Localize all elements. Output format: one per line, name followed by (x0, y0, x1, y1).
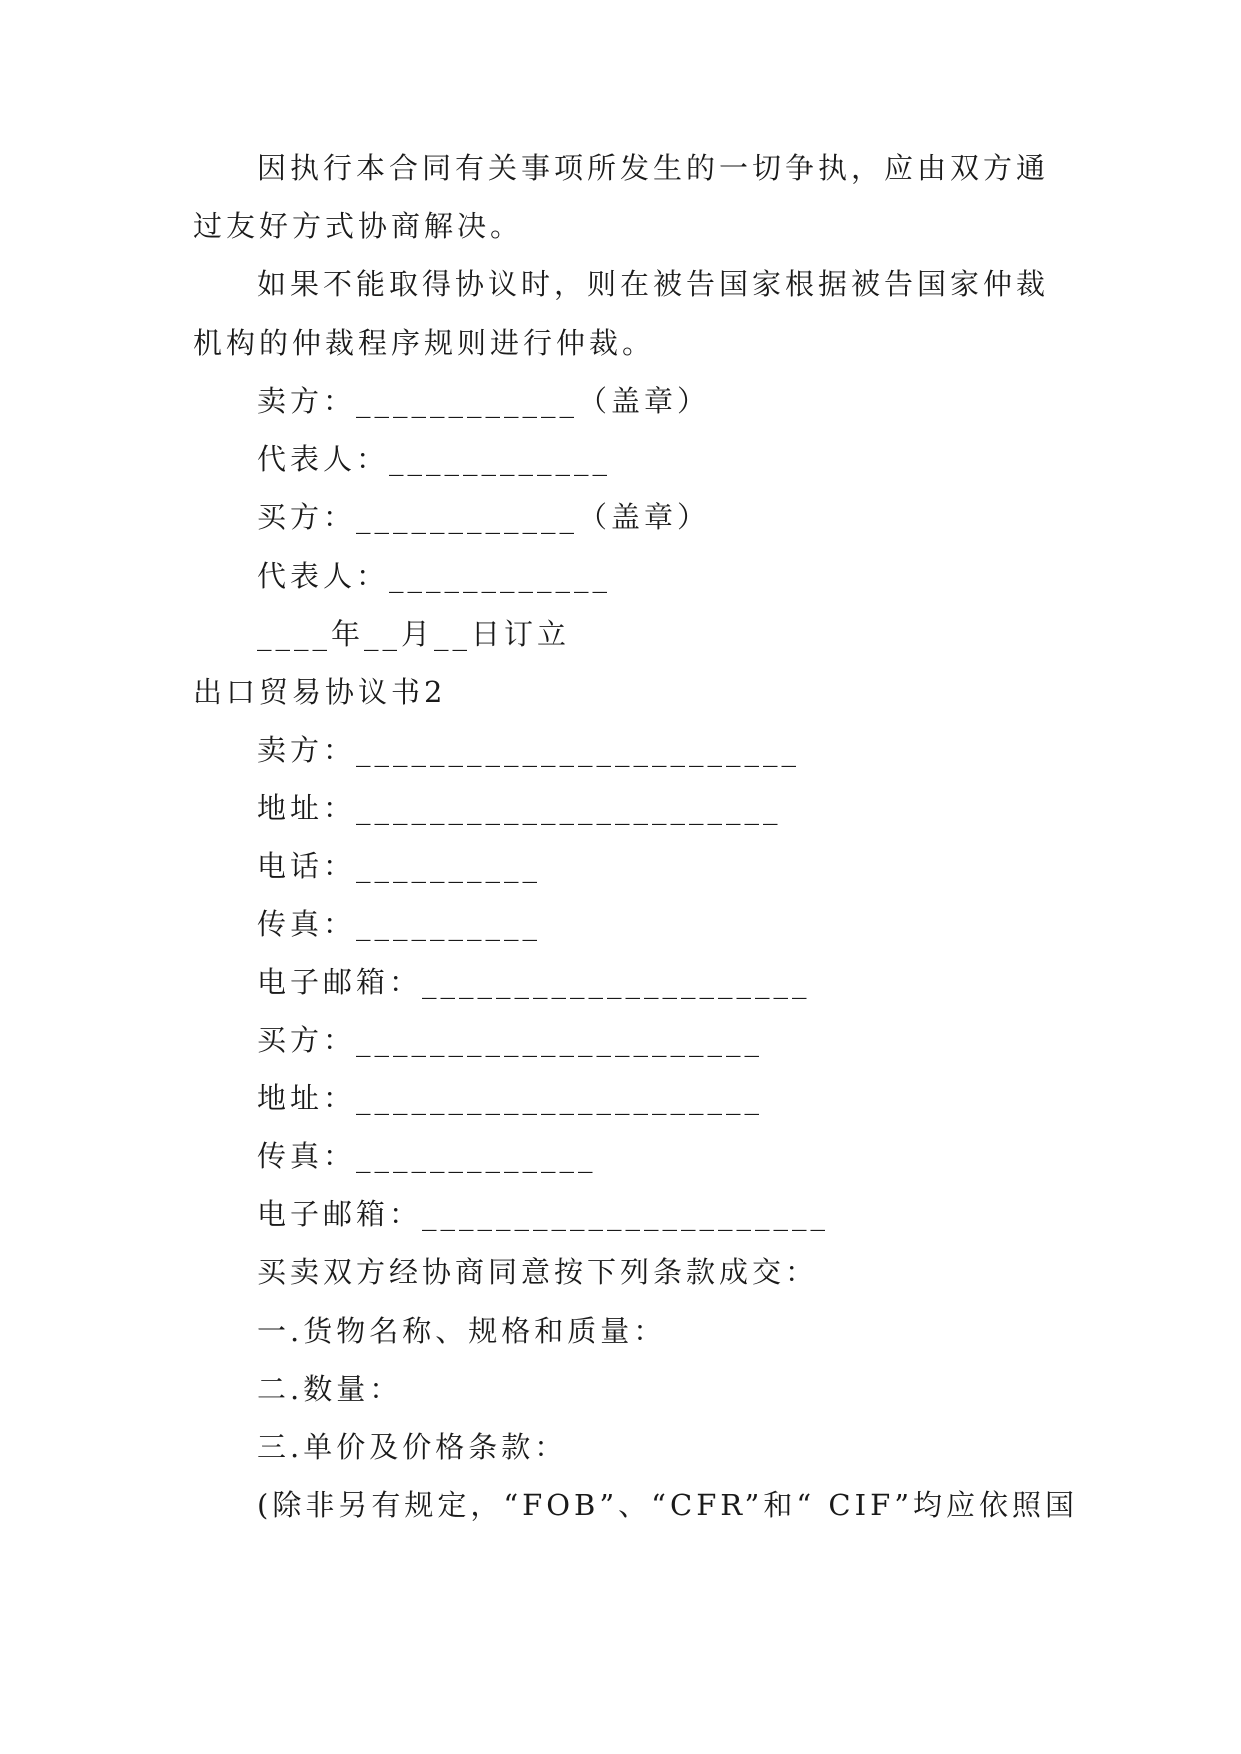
buyer-representative-line: 代表人：____________ (257, 559, 612, 593)
paragraph-arbitration-line-1: 如果不能取得协议时，则在被告国家根据被告国家仲裁 (257, 267, 1050, 301)
price-terms-line: (除非另有规定，“FOB”、“CFR”和“ CIF”均应依照国 (257, 1488, 1079, 1522)
paragraph-arbitration-line-2: 机构的仲裁程序规则进行仲裁。 (193, 326, 656, 360)
seller-fax-line: 传真：__________ (257, 907, 542, 941)
paragraph-dispute-line-1: 因执行本合同有关事项所发生的一切争执，应由双方通 (257, 151, 1050, 185)
paragraph-dispute-line-2: 过友好方式协商解决。 (193, 209, 524, 243)
clause-3-line: 三.单价及价格条款： (257, 1430, 568, 1464)
clause-1-line: 一.货物名称、规格和质量： (257, 1314, 667, 1348)
buyer-fax-line: 传真：_____________ (257, 1139, 597, 1173)
buyer-address-line: 地址：______________________ (257, 1081, 764, 1115)
terms-intro-line: 买卖双方经协商同意按下列条款成交： (257, 1255, 819, 1289)
seller-representative-line: 代表人：____________ (257, 442, 612, 476)
signing-date-line: ____年__月__日订立 (257, 617, 571, 651)
buyer-email-line: 电子邮箱：______________________ (257, 1197, 830, 1231)
seller-email-line: 电子邮箱：_____________________ (257, 965, 811, 999)
clause-2-line: 二.数量： (257, 1372, 403, 1406)
seller-name-line: 卖方：________________________ (257, 733, 801, 767)
buyer-signature-line: 买方：____________（盖章） (257, 500, 711, 534)
section-title: 出口贸易协议书2 (193, 675, 447, 709)
seller-signature-line: 卖方：____________（盖章） (257, 384, 711, 418)
seller-phone-line: 电话：__________ (257, 849, 542, 883)
buyer-name-line: 买方：______________________ (257, 1023, 764, 1057)
seller-address-line: 地址：_______________________ (257, 791, 782, 825)
